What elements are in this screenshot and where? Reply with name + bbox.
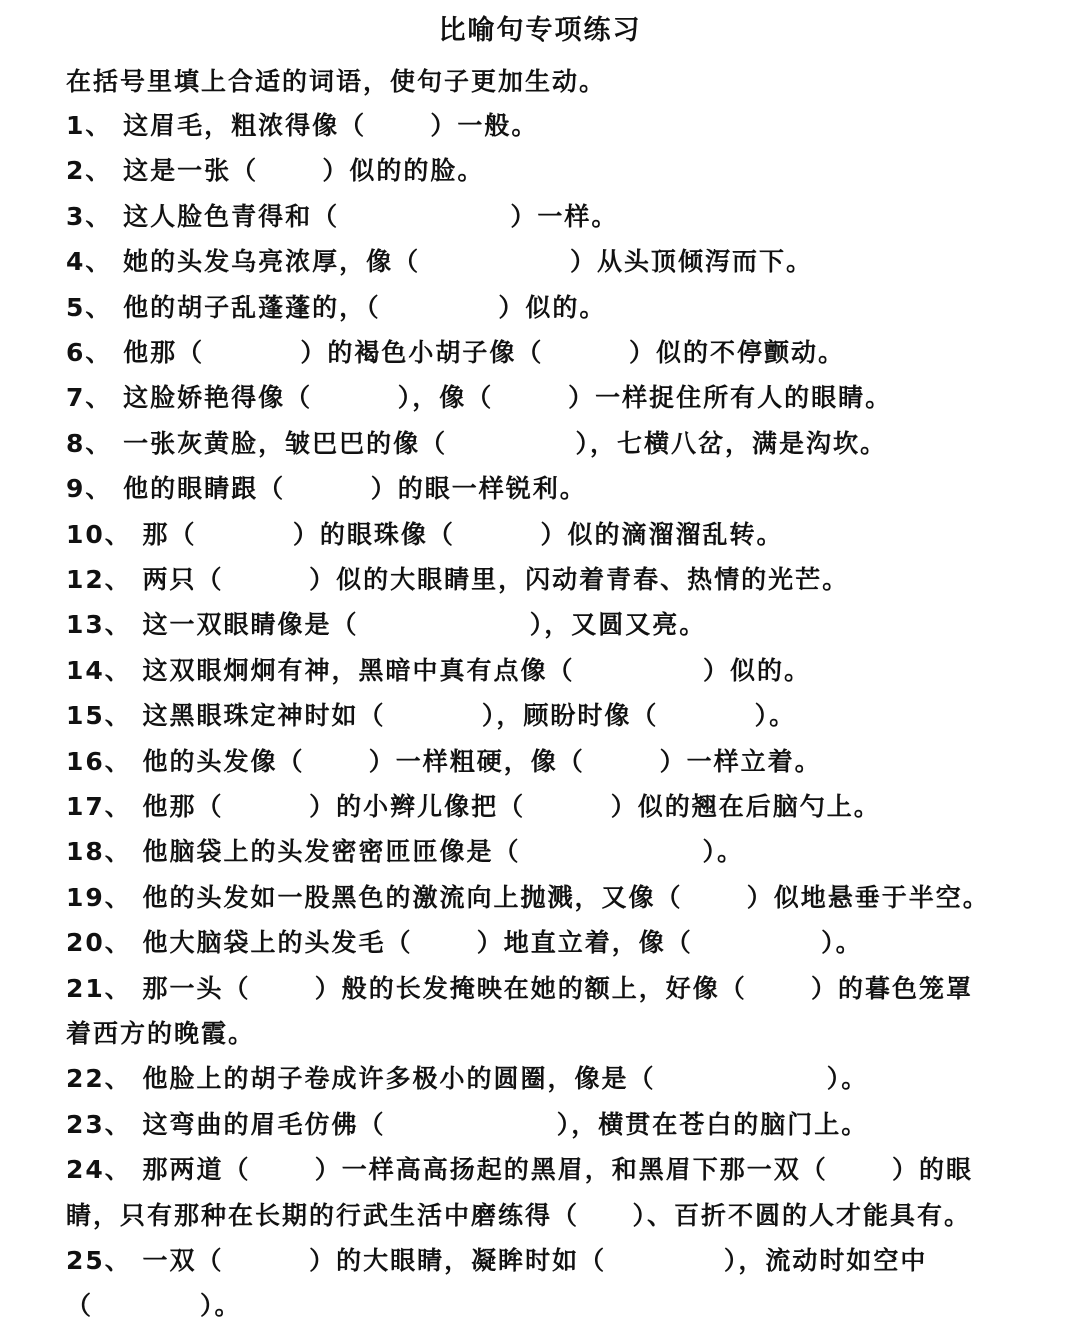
exercise-line: 12、 两只（ ）似的大眼睛里，闪动着青春、热情的光芒。	[66, 565, 850, 594]
exercise-line: 6、 他那（ ）的褐色小胡子像（ ）似的不停颤动。	[66, 338, 846, 367]
exercise-line: 19、 他的头发如一股黑色的激流向上抛溅，又像（ ）似地悬垂于半空。	[66, 882, 990, 912]
exercise-line: 13、 这一双眼睛像是（ ），又圆又亮。	[66, 610, 707, 640]
exercise-line: 24、 那两道（ ）一样高高扬起的黑眉，和黑眉下那一双（ ）的眼	[66, 1155, 973, 1185]
exercise-line: 9、 他的眼睛跟（ ）的眼一样锐利。	[66, 474, 587, 504]
exercise-line: 10、 那（ ）的眼珠像（ ）似的滴溜溜乱转。	[66, 519, 784, 549]
exercise-line: 22、 他脸上的胡子卷成许多极小的圆圈，像是（ ）。	[66, 1064, 869, 1094]
exercise-line: 5、 他的胡子乱蓬蓬的，（ ）似的。	[66, 292, 607, 322]
exercise-line: 4、 她的头发乌亮浓厚，像（ ）从头顶倾泻而下。	[66, 247, 813, 277]
exercise-line: 睛，只有那种在长期的行武生活中磨练得（ ）、百折不圆的人才能具有。	[66, 1200, 972, 1230]
exercise-line: 23、 这弯曲的眉毛仿佛（ ），横贯在苍白的脑门上。	[66, 1109, 869, 1139]
exercise-line: 着西方的晚霞。	[66, 1019, 256, 1048]
exercise-line: 7、 这脸娇艳得像（ ），像（ ）一样捉住所有人的眼睛。	[66, 383, 893, 413]
exercise-line: 18、 他脑袋上的头发密密匝匝像是（ ）。	[66, 837, 744, 867]
exercise-line: 14、 这双眼炯炯有神，黑暗中真有点像（ ）似的。	[66, 655, 811, 685]
exercise-line: 1、 这眉毛，粗浓得像（ ）一般。	[66, 111, 539, 140]
exercise-line: 25、 一双（ ）的大眼睛，凝眸时如（ ），流动时如空中	[66, 1246, 928, 1275]
exercise-line: 21、 那一头（ ）般的长发掩映在她的额上，好像（ ）的暮色笼罩	[66, 973, 973, 1003]
exercise-line: 17、 他那（ ）的小辫儿像把（ ）似的翘在后脑勺上。	[66, 792, 881, 821]
exercise-line: 20、 他大脑袋上的头发毛（ ）地直立着，像（ ）。	[66, 928, 863, 958]
instruction-text: 在括号里填上合适的词语，使句子更加生动。	[66, 67, 607, 96]
exercise-line: 2、 这是一张（ ）似的的脸。	[66, 156, 485, 186]
exercise-line: 3、 这人脸色青得和（ ）一样。	[66, 201, 619, 231]
exercise-line: 15、 这黑眼珠定神时如（ ），顾盼时像（ ）。	[66, 701, 797, 731]
page-title: 比喻句专项练习	[438, 15, 642, 46]
exercise-line: （ ）。	[66, 1291, 242, 1321]
exercise-line: 16、 他的头发像（ ）一样粗硬，像（ ）一样立着。	[66, 746, 822, 776]
exercise-line: 8、 一张灰黄脸，皱巴巴的像（ ），七横八岔，满是沟坎。	[66, 428, 888, 458]
